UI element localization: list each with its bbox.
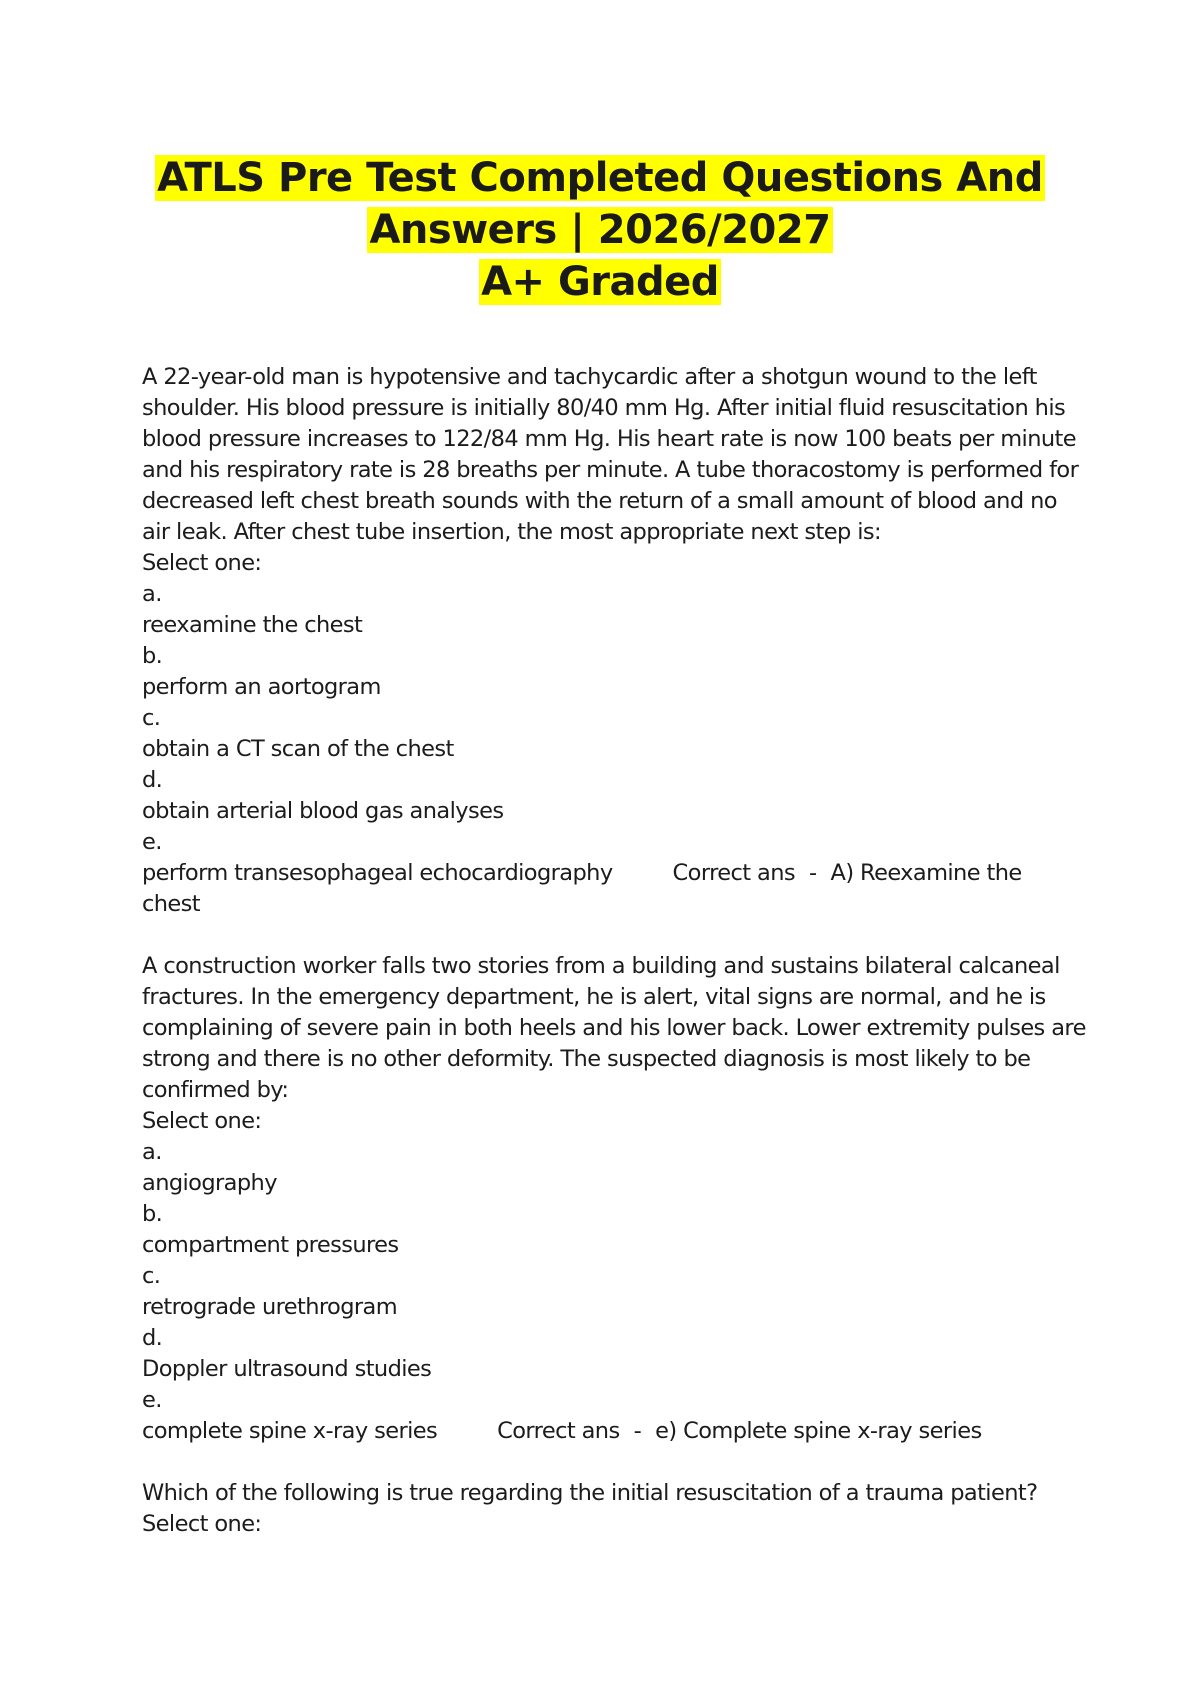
option-text: obtain arterial blood gas analyses: [142, 798, 504, 824]
question-1-stem-line: and his respiratory rate is 28 breaths per minute. A tube thoracostomy is performed for: [142, 457, 1079, 483]
question-1-stem-line: air leak. After chest tube insertion, the most appropriate next step is:: [142, 519, 881, 545]
option-letter: c.: [142, 1263, 161, 1289]
question-1-stem-line: decreased left chest breath sounds with the return of a small amount of blood and no: [142, 488, 1057, 514]
question-2-stem-line: strong and there is no other deformity. The suspected diagnosis is most likely to be: [142, 1046, 1031, 1072]
option-text: perform transesophageal echocardiography: [142, 860, 613, 886]
option-letter: b.: [142, 643, 163, 669]
question-3: [142, 1478, 1082, 1540]
question-1-stem-line: shoulder. His blood pressure is initially 80/40 mm Hg. After initial fluid resuscitation his: [142, 395, 1066, 421]
question-2-stem-line: A construction worker falls two stories from a building and sustains bilateral calcaneal: [142, 953, 1060, 979]
spacer: [142, 1447, 1082, 1478]
question-2-stem-line: complaining of severe pain in both heels and his lower back. Lower extremity pulses are: [142, 1015, 1086, 1041]
question-1: [142, 362, 1082, 920]
question-1-stem-line: blood pressure increases to 122/84 mm Hg. His heart rate is now 100 beats per minute: [142, 426, 1076, 452]
option-text: obtain a CT scan of the chest: [142, 736, 454, 762]
document-body: [142, 362, 1086, 1540]
option-with-answer: [142, 1416, 1082, 1447]
option-text: perform an aortogram: [142, 674, 381, 700]
option-letter: d.: [142, 1325, 163, 1351]
answer-dash: -: [809, 860, 817, 886]
correct-answer-continuation: chest: [142, 891, 201, 917]
option-letter: e.: [142, 829, 162, 855]
answer-dash: -: [633, 1418, 642, 1444]
option-text: compartment pressures: [142, 1232, 399, 1258]
correct-answer-text: A) Reexamine the: [830, 860, 1022, 886]
option-text: Doppler ultrasound studies: [142, 1356, 432, 1382]
correct-answer-label: Correct ans: [497, 1418, 620, 1444]
question-3-stem-line: Which of the following is true regarding the initial resuscitation of a trauma patient?: [142, 1480, 1038, 1506]
question-2-stem-line: fractures. In the emergency department, he is alert, vital signs are normal, and he is: [142, 984, 1046, 1010]
correct-answer-label: Correct ans: [672, 860, 795, 886]
option-text: complete spine x-ray series: [142, 1418, 438, 1444]
option-with-answer: [142, 858, 1082, 889]
document-title: [0, 152, 1200, 308]
select-one-label: Select one:: [142, 550, 262, 576]
spacer: [142, 920, 1082, 951]
question-2: [142, 951, 1086, 1447]
option-letter: e.: [142, 1387, 162, 1413]
option-letter: b.: [142, 1201, 163, 1227]
question-1-stem-line: A 22-year-old man is hypotensive and tachycardic after a shotgun wound to the left: [142, 364, 1037, 390]
title-line-1: ATLS Pre Test Completed Questions And: [157, 155, 1043, 201]
option-letter: a.: [142, 1139, 162, 1165]
option-letter: c.: [142, 705, 161, 731]
title-line-2: Answers | 2026/2027: [369, 207, 831, 253]
select-one-label: Select one:: [142, 1511, 262, 1537]
option-letter: d.: [142, 767, 163, 793]
option-letter: a.: [142, 581, 162, 607]
option-text: retrograde urethrogram: [142, 1294, 398, 1320]
select-one-label: Select one:: [142, 1108, 262, 1134]
option-text: angiography: [142, 1170, 277, 1196]
correct-answer-text: e) Complete spine x-ray series: [655, 1418, 982, 1444]
question-2-stem-line: confirmed by:: [142, 1077, 289, 1103]
title-line-3: A+ Graded: [481, 259, 719, 305]
option-text: reexamine the chest: [142, 612, 363, 638]
